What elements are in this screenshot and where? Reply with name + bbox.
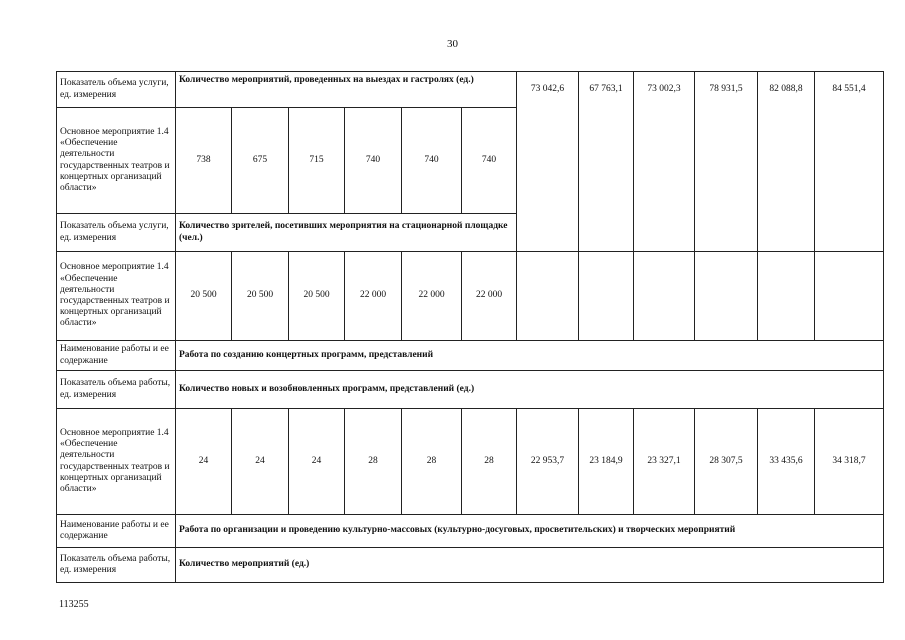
value-cell: 24 (289, 409, 345, 515)
finance-cell: 78 931,5 (695, 72, 758, 252)
row-label: Наименование работы и ее содержание (57, 341, 176, 371)
work-name: Работа по организации и проведению культурно-массовых (культурно-досуговых, просветительских) и творческих мероприятий (176, 515, 884, 548)
value-cell: 28 (462, 409, 517, 515)
row-label: Основное мероприятие 1.4 «Обеспечение деятельности государственных театров и концертных организаций области» (57, 409, 176, 515)
value-cell: 28 (402, 409, 462, 515)
row-label: Основное мероприятие 1.4 «Обеспечение деятельности государственных театров и концертных организаций области» (57, 108, 176, 214)
value-cell: 20 500 (232, 252, 289, 341)
value-cell: 28 (345, 409, 402, 515)
table-row (57, 548, 884, 583)
value-cell: 738 (176, 108, 232, 214)
finance-cell: 67 763,1 (579, 72, 634, 252)
finance-cell: 34 318,7 (815, 409, 884, 515)
finance-cell: 22 953,7 (517, 409, 579, 515)
table-row (57, 409, 884, 515)
value-cell: 24 (176, 409, 232, 515)
table-row (57, 341, 884, 371)
table-row (57, 252, 884, 341)
finance-cell: 33 435,6 (758, 409, 815, 515)
value-cell: 715 (289, 108, 345, 214)
empty-cell (517, 252, 579, 341)
value-cell: 20 500 (176, 252, 232, 341)
indicator-name: Количество мероприятий, проведенных на выездах и гастролях (ед.) (176, 72, 517, 108)
empty-cell (579, 252, 634, 341)
finance-cell: 23 184,9 (579, 409, 634, 515)
document-code: 113255 (59, 599, 89, 610)
indicator-name: Количество зрителей, посетивших мероприятия на стационарной площадке (чел.) (176, 214, 517, 252)
empty-cell (634, 252, 695, 341)
value-cell: 20 500 (289, 252, 345, 341)
empty-cell (695, 252, 758, 341)
work-name: Работа по созданию концертных программ, представлений (176, 341, 884, 371)
program-indicators-table (56, 71, 884, 583)
empty-cell (758, 252, 815, 341)
empty-cell (815, 252, 884, 341)
finance-cell: 23 327,1 (634, 409, 695, 515)
row-label: Наименование работы и ее содержание (57, 515, 176, 548)
finance-cell: 73 002,3 (634, 72, 695, 252)
table-row (57, 72, 884, 108)
value-cell: 22 000 (345, 252, 402, 341)
finance-cell: 82 088,8 (758, 72, 815, 252)
finance-cell: 73 042,6 (517, 72, 579, 252)
value-cell: 24 (232, 409, 289, 515)
value-cell: 675 (232, 108, 289, 214)
page-number: 30 (447, 38, 458, 50)
value-cell: 740 (345, 108, 402, 214)
row-label: Основное мероприятие 1.4 «Обеспечение деятельности государственных театров и концертных организаций области» (57, 252, 176, 341)
row-label: Показатель объема услуги, ед. измерения (57, 72, 176, 108)
row-label: Показатель объема работы, ед. измерения (57, 548, 176, 583)
value-cell: 22 000 (462, 252, 517, 341)
value-cell: 740 (462, 108, 517, 214)
indicator-name: Количество новых и возобновленных программ, представлений (ед.) (176, 371, 884, 409)
finance-cell: 28 307,5 (695, 409, 758, 515)
value-cell: 740 (402, 108, 462, 214)
table-row (57, 515, 884, 548)
value-cell: 22 000 (402, 252, 462, 341)
finance-cell: 84 551,4 (815, 72, 884, 252)
row-label: Показатель объема работы, ед. измерения (57, 371, 176, 409)
indicator-name: Количество мероприятий (ед.) (176, 548, 884, 583)
table-row (57, 371, 884, 409)
row-label: Показатель объема услуги, ед. измерения (57, 214, 176, 252)
